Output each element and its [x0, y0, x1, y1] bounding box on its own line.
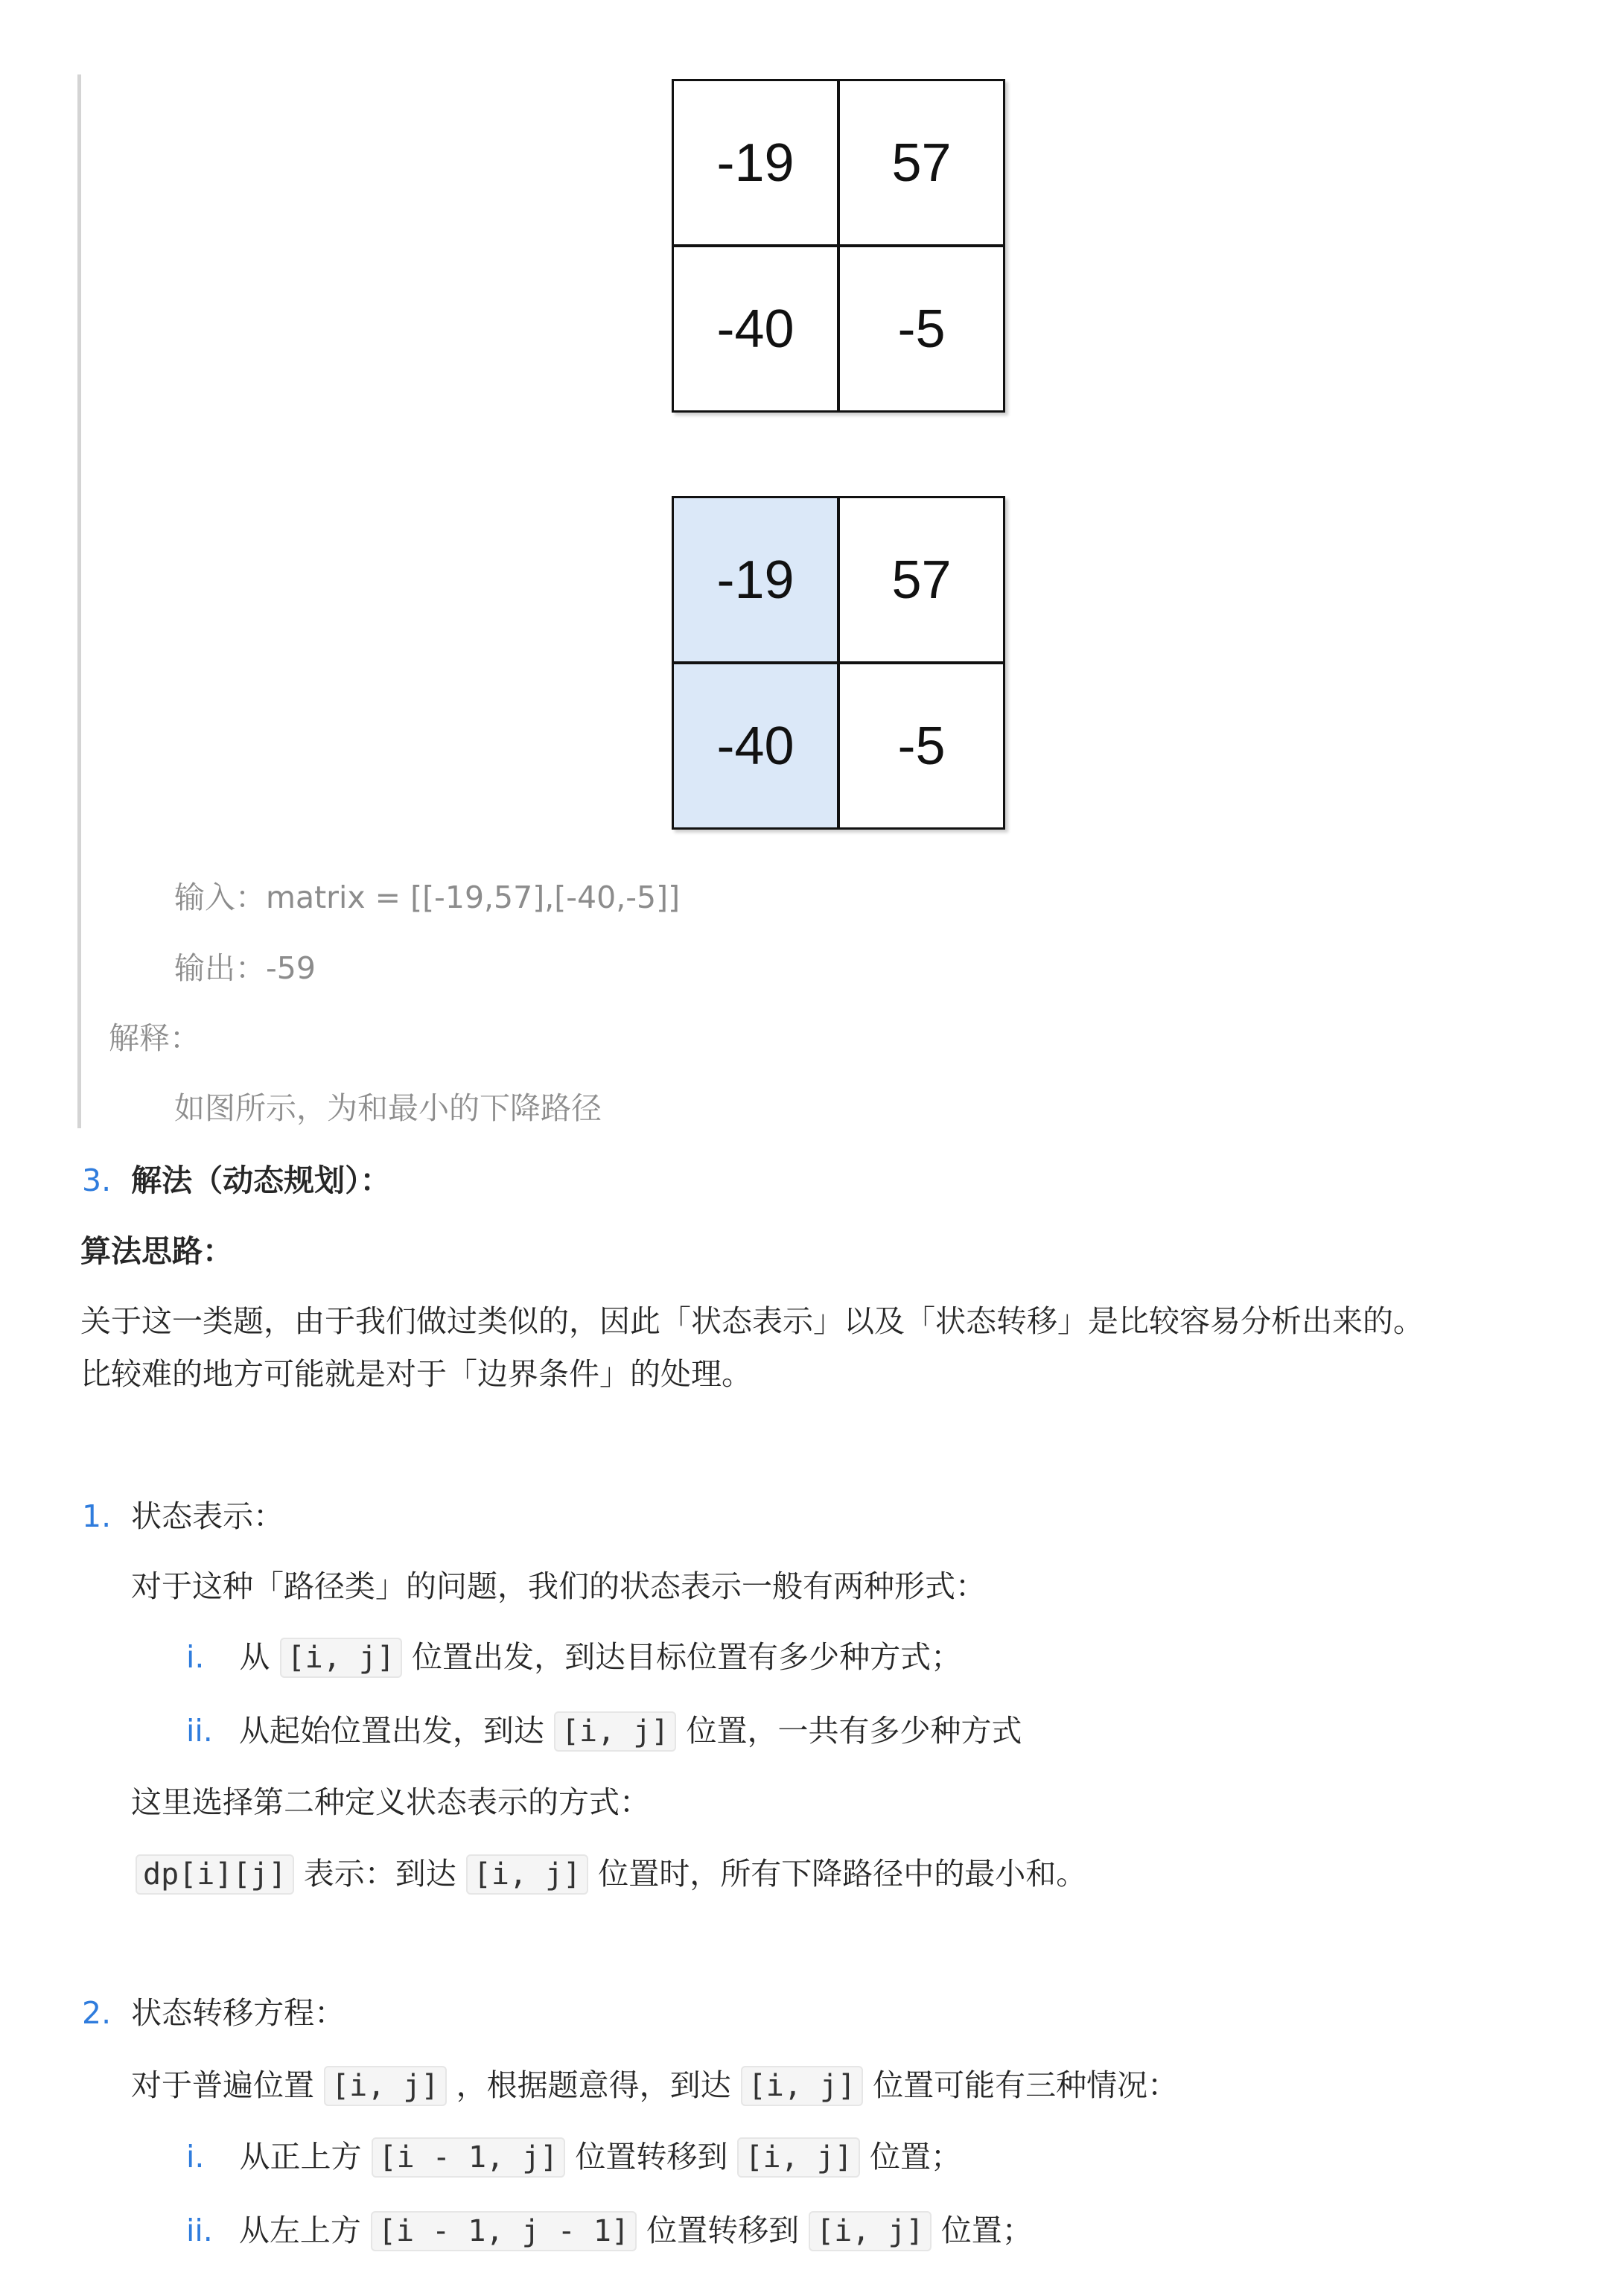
- list-number: 3.: [82, 1163, 112, 1198]
- step-1-intro: 对于这种「路径类」的问题，我们的状态表示一般有两种形式：: [131, 1568, 986, 1604]
- inline-code: [i, j]: [466, 1854, 589, 1895]
- step-2-intro: [131, 2063, 1178, 2108]
- section-3-heading: [82, 1158, 391, 1203]
- text: 位置可能有三种情况：: [873, 2067, 1179, 2103]
- matrix-cell-highlighted: -19: [672, 496, 838, 663]
- matrix-cell: 57: [838, 79, 1005, 246]
- text: 位置，一共有多少种方式: [686, 1713, 1022, 1749]
- text: 对于普遍位置: [131, 2067, 314, 2103]
- text: ，根据题意得，到达: [456, 2067, 731, 2103]
- text: 从起始位置出发，到达: [238, 1713, 544, 1749]
- text: 位置；: [940, 2213, 1033, 2248]
- text: 表示：到达: [303, 1856, 456, 1892]
- section-title: 解法（动态规划）：: [131, 1163, 391, 1198]
- step-2-case-i: [186, 2134, 961, 2180]
- text: 位置时，所有下降路径中的最小和。: [598, 1856, 1087, 1892]
- inline-code: [i, j]: [280, 1638, 403, 1678]
- example-explain-label: 解释：: [109, 1020, 200, 1056]
- matrix-cell-highlighted: -40: [672, 663, 838, 830]
- matrix-cell: -5: [838, 663, 1005, 830]
- step-2-heading: [82, 1991, 345, 2035]
- blockquote-bar: [77, 74, 81, 1128]
- inline-code: dp[i][j]: [136, 1854, 294, 1895]
- matrix-cell: -40: [672, 246, 838, 413]
- step-1-heading: [82, 1494, 284, 1539]
- algo-paragraph-2: 比较难的地方可能就是对于「边界条件」的处理。: [80, 1356, 752, 1392]
- matrix-cell: 57: [838, 496, 1005, 663]
- step-1-option-i: [186, 1635, 961, 1680]
- text: 位置出发，到达目标位置有多少种方式；: [412, 1639, 962, 1675]
- matrix-cell: -5: [838, 246, 1005, 413]
- inline-code: [i - 1, j - 1]: [371, 2211, 637, 2251]
- matrix-figure-2: [672, 496, 1005, 830]
- inline-code: [i, j]: [809, 2211, 932, 2251]
- list-marker: ii.: [186, 1713, 213, 1749]
- algo-paragraph-1: 关于这一类题，由于我们做过类似的，因此「状态表示」以及「状态转移」是比较容易分析出来的。: [80, 1303, 1424, 1339]
- inline-code: [i, j]: [554, 1711, 677, 1752]
- text: 位置转移到: [575, 2139, 728, 2175]
- step-1-definition: [136, 1851, 1086, 1897]
- inline-code: [i - 1, j]: [372, 2137, 566, 2178]
- inline-code: [i, j]: [324, 2066, 447, 2106]
- example-output: 输出：-59: [174, 950, 316, 986]
- text: 位置转移到: [646, 2213, 800, 2248]
- step-1-choose: 这里选择第二种定义状态表示的方式：: [131, 1784, 650, 1820]
- matrix-figure-1: [672, 79, 1005, 413]
- example-explain-text: 如图所示，为和最小的下降路径: [174, 1090, 602, 1126]
- algo-heading: 算法思路：: [80, 1233, 233, 1269]
- inline-code: [i, j]: [741, 2066, 864, 2106]
- list-number: 2.: [82, 1995, 112, 2031]
- step-2-case-ii: [186, 2208, 1033, 2254]
- list-marker: i.: [186, 2139, 205, 2175]
- example-input: 输入：matrix = [[-19,57],[-40,-5]]: [174, 880, 681, 915]
- list-number: 1.: [82, 1498, 112, 1534]
- step-title: 状态表示：: [131, 1498, 284, 1534]
- text: 位置；: [870, 2139, 961, 2175]
- text: 从: [239, 1639, 270, 1675]
- matrix-cell: -19: [672, 79, 838, 246]
- text: 从正上方: [239, 2139, 362, 2175]
- inline-code: [i, j]: [737, 2137, 860, 2178]
- step-1-option-ii: [186, 1708, 1022, 1754]
- step-title: 状态转移方程：: [131, 1995, 346, 2031]
- list-marker: i.: [186, 1639, 205, 1675]
- text: 从左上方: [238, 2213, 361, 2248]
- list-marker: ii.: [186, 2213, 213, 2248]
